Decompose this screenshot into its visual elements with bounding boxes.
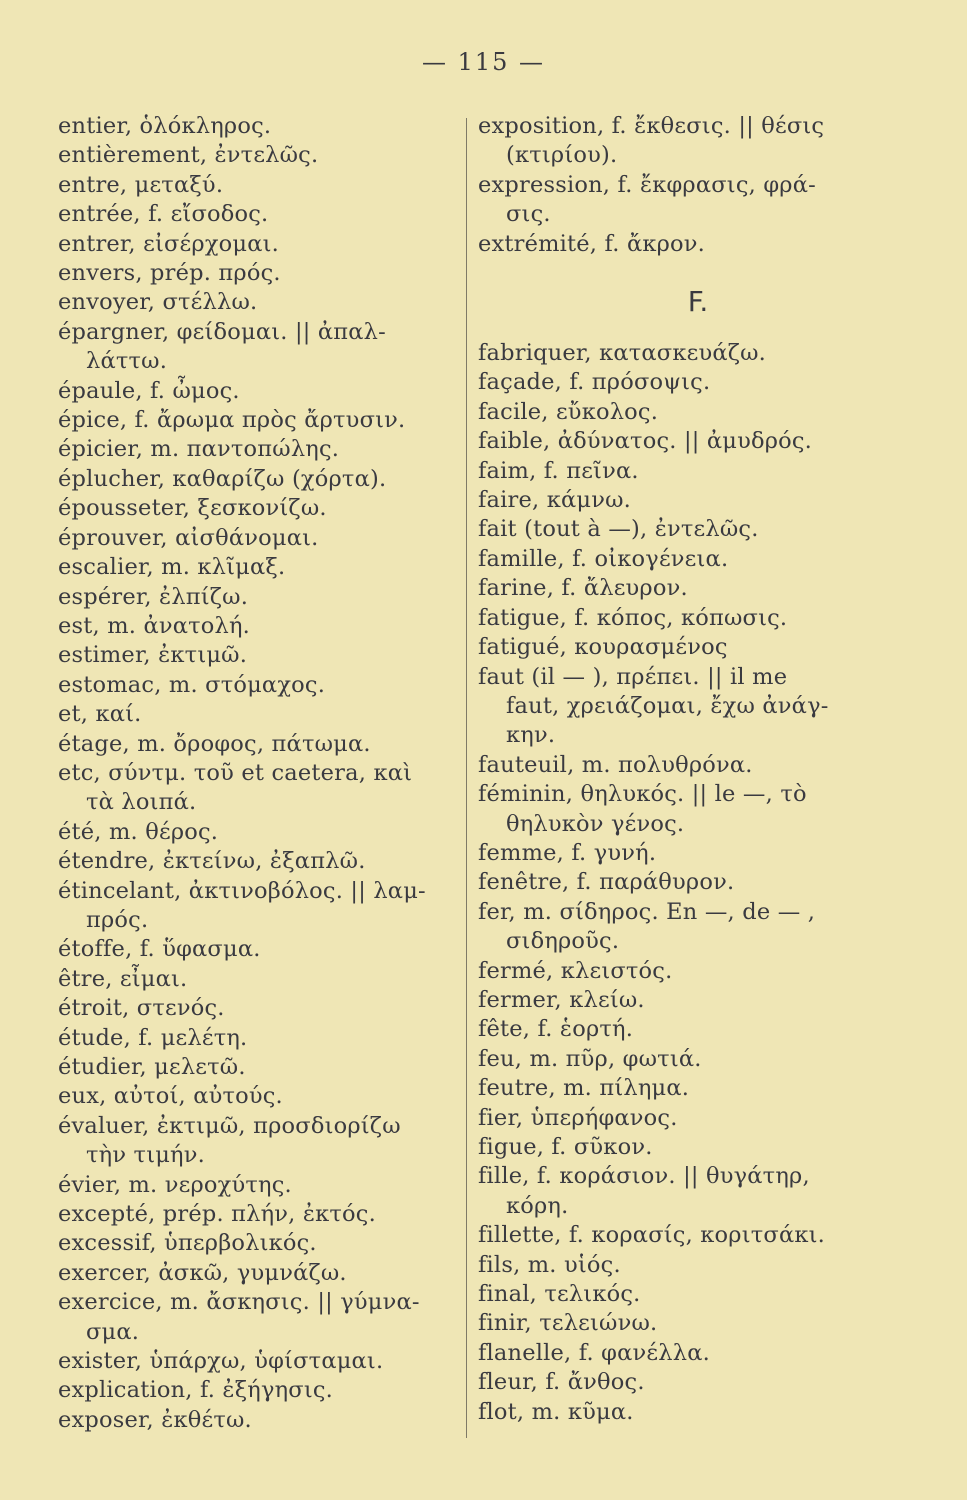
- dictionary-entry: [58, 112, 458, 141]
- dictionary-entry: [478, 486, 918, 515]
- dictionary-entry: [478, 839, 918, 868]
- entry-line: figue, f. σῦκον.: [478, 1134, 653, 1160]
- entry-continuation-line: σις.: [506, 201, 551, 228]
- entry-line: étudier, μελετῶ.: [58, 1054, 246, 1080]
- entry-line: évier, m. νεροχύτης.: [58, 1171, 292, 1198]
- dictionary-entry: [478, 780, 918, 839]
- entry-continuation-line: σμα.: [86, 1318, 140, 1345]
- entry-line: fête, f. ἑορτή.: [478, 1016, 634, 1043]
- entry-line: farine, f. ἄλευρον.: [478, 575, 688, 602]
- entry-line: fer, m. σίδηρος. En —, de — ,: [478, 898, 816, 925]
- dictionary-entry: [478, 398, 918, 427]
- entry-continuation-line: (κτιρίου).: [506, 142, 618, 169]
- dictionary-entry: [58, 524, 458, 553]
- entry-line: éplucher, καθαρίζω (χόρτα).: [58, 465, 387, 492]
- entry-line: famille, f. οἰκογένεια.: [478, 545, 729, 572]
- entry-line: étude, f. μελέτη.: [58, 1024, 248, 1051]
- entry-continuation-line: πρός.: [86, 906, 149, 933]
- dictionary-entry: [58, 200, 458, 229]
- entry-line: fleur, f. ἄνθος.: [478, 1369, 645, 1396]
- dictionary-entry: [478, 368, 918, 397]
- dictionary-entry: [478, 1015, 918, 1044]
- dictionary-entry: [58, 1259, 458, 1288]
- entry-line: fatigue, f. κόπος, κόπωσις.: [478, 604, 788, 631]
- dictionary-entry: [58, 553, 458, 582]
- entry-line: fauteuil, m. πολυθρόνα.: [478, 751, 753, 778]
- dictionary-entry: [478, 1368, 918, 1397]
- dictionary-entry: [58, 965, 458, 994]
- right-column: [478, 112, 918, 1427]
- entry-line: fille, f. κοράσιον. || θυγάτηρ,: [478, 1163, 810, 1190]
- entry-line: flot, m. κῦμα.: [478, 1398, 634, 1425]
- entry-continuation-line: κην.: [506, 722, 556, 749]
- entry-line: fabriquer, κατασκευάζω.: [478, 340, 767, 367]
- dictionary-entry: [58, 1171, 458, 1200]
- entry-line: escalier, m. κλῖμαξ.: [58, 554, 286, 581]
- right-column-top-entries: [478, 112, 918, 259]
- entry-line: envoyer, στέλλω.: [58, 289, 258, 316]
- page-number: — 115 —: [421, 48, 546, 76]
- entry-line: étendre, ἐκτείνω, ἐξαπλῶ.: [58, 848, 366, 875]
- entry-line: explication, f. ἐξήγησις.: [58, 1377, 334, 1404]
- entry-continuation-line: θηλυκὸν γένος.: [506, 810, 685, 837]
- dictionary-entry: [478, 751, 918, 780]
- entry-line: épicier, m. παντοπώλης.: [58, 436, 340, 463]
- entry-line: faible, ἀδύνατος. || ἀμυδρός.: [478, 428, 813, 455]
- entry-line: exercice, m. ἄσκησις. || γύμνα-: [58, 1289, 420, 1316]
- entry-line: entrée, f. εἴσοδος.: [58, 201, 269, 228]
- entry-line: feutre, m. πίλημα.: [478, 1075, 690, 1102]
- dictionary-entry: [58, 730, 458, 759]
- dictionary-entry: [478, 515, 918, 544]
- entry-line: estomac, m. στόμαχος.: [58, 671, 326, 698]
- entry-line: etc, σύντμ. τοῦ et caetera, καὶ: [58, 759, 413, 786]
- entry-line: envers, prép. πρός.: [58, 260, 281, 287]
- dictionary-entry: [58, 406, 458, 435]
- dictionary-entry: [58, 700, 458, 729]
- entry-line: être, εἶμαι.: [58, 965, 188, 992]
- dictionary-entry: [58, 171, 458, 200]
- dictionary-entry: [478, 1133, 918, 1162]
- dictionary-entry: [478, 663, 918, 751]
- entry-line: fillette, f. κορασίς, κοριτσάκι.: [478, 1222, 825, 1249]
- dictionary-entry: [58, 1053, 458, 1082]
- entry-line: éprouver, αἰσθάνομαι.: [58, 524, 319, 551]
- entry-continuation-line: τὴν τιμήν.: [86, 1142, 205, 1169]
- entry-line: femme, f. γυνή.: [478, 839, 657, 866]
- dictionary-entry: [58, 259, 458, 288]
- entry-line: excepté, prép. πλήν, ἐκτός.: [58, 1201, 376, 1228]
- dictionary-entry: [58, 1229, 458, 1258]
- entry-line: façade, f. πρόσοψις.: [478, 369, 711, 396]
- dictionary-entry: [58, 1024, 458, 1053]
- dictionary-entry: [478, 1045, 918, 1074]
- entry-line: épousseter, ξεσκονίζω.: [58, 495, 327, 522]
- entry-continuation-line: σιδηροῦς.: [506, 928, 620, 955]
- entry-line: fenêtre, f. παράθυρον.: [478, 869, 735, 896]
- dictionary-entry: [478, 868, 918, 897]
- entry-line: feu, m. πῦρ, φωτιά.: [478, 1045, 702, 1072]
- dictionary-entry: [478, 545, 918, 574]
- entry-line: faire, κάμνω.: [478, 487, 631, 514]
- dictionary-entry: [478, 1104, 918, 1133]
- dictionary-entry: [58, 818, 458, 847]
- entry-line: faut (il — ), πρέπει. || il me: [478, 663, 788, 690]
- entry-line: fatigué, κουρασμένος: [478, 634, 728, 661]
- entry-line: étroit, στενός.: [58, 995, 225, 1022]
- entry-line: eux, αὐτοί, αὐτούς.: [58, 1083, 283, 1110]
- dictionary-entry: [58, 935, 458, 964]
- entry-line: fait (tout à —), ἐντελῶς.: [478, 516, 759, 543]
- entry-line: expression, f. ἔκφρασις, φρά-: [478, 171, 816, 198]
- entry-line: fermer, κλείω.: [478, 986, 645, 1013]
- entry-line: faim, f. πεῖνα.: [478, 457, 639, 484]
- dictionary-entry: [58, 847, 458, 876]
- entry-line: épice, f. ἄρωμα πρὸς ἄρτυσιν.: [58, 407, 406, 434]
- entry-continuation-line: faut, χρειάζομαι, ἔχω ἀνάγ-: [506, 692, 829, 719]
- entry-line: exposer, ἐκθέτω.: [58, 1406, 252, 1433]
- entry-line: exposition, f. ἔκθεσις. || θέσις: [478, 113, 825, 139]
- dictionary-entry: [478, 112, 918, 171]
- left-column: [58, 112, 458, 1435]
- dictionary-entry: [478, 1339, 918, 1368]
- entry-line: évaluer, ἐκτιμῶ, προσδιορίζω: [58, 1112, 401, 1139]
- dictionary-entry: [58, 288, 458, 317]
- dictionary-entry: [478, 230, 918, 259]
- dictionary-entry: [58, 671, 458, 700]
- entry-line: fier, ὑπερήφανος.: [478, 1104, 678, 1131]
- entry-line: entre, μεταξύ.: [58, 171, 224, 198]
- dictionary-entry: [478, 1398, 918, 1427]
- dictionary-entry: [478, 457, 918, 486]
- dictionary-entry: [478, 633, 918, 662]
- entry-continuation-line: λάττω.: [86, 348, 168, 375]
- entry-continuation-line: κόρη.: [506, 1192, 569, 1219]
- entry-line: entrer, εἰσέρχομαι.: [58, 230, 279, 257]
- dictionary-entry: [58, 377, 458, 406]
- entry-line: étincelant, ἀκτινοβόλος. || λαμ-: [58, 877, 426, 904]
- dictionary-entry: [58, 1288, 458, 1347]
- entry-line: extrémité, f. ἄκρον.: [478, 230, 706, 257]
- entry-line: est, m. ἀνατολή.: [58, 612, 250, 639]
- dictionary-entry: [58, 318, 458, 377]
- dictionary-entry: [478, 1280, 918, 1309]
- entry-line: flanelle, f. φανέλλα.: [478, 1339, 710, 1366]
- dictionary-entry: [478, 986, 918, 1015]
- dictionary-entry: [478, 1251, 918, 1280]
- entry-line: finir, τελειώνω.: [478, 1310, 658, 1337]
- dictionary-entry: [58, 1112, 458, 1171]
- column-divider: [466, 118, 467, 1438]
- entry-line: final, τελικός.: [478, 1281, 641, 1308]
- dictionary-entry: [478, 1221, 918, 1250]
- section-letter: F.: [687, 285, 709, 319]
- dictionary-entry: [58, 994, 458, 1023]
- entry-line: épargner, φείδομαι. || ἀπαλ-: [58, 318, 386, 345]
- entry-line: épaule, f. ὦμος.: [58, 377, 240, 404]
- entry-line: exister, ὑπάρχω, ὑφίσταμαι.: [58, 1348, 384, 1375]
- entry-line: facile, εὔκολος.: [478, 398, 659, 425]
- dictionary-entry: [58, 435, 458, 464]
- entry-line: entier, ὁλόκληρος.: [58, 113, 272, 139]
- entry-continuation-line: τὰ λοιπά.: [86, 789, 197, 816]
- dictionary-entry: [58, 494, 458, 523]
- entry-line: exercer, ἀσκῶ, γυμνάζω.: [58, 1259, 347, 1286]
- dictionary-entry: [478, 1309, 918, 1338]
- dictionary-entry: [478, 604, 918, 633]
- dictionary-entry: [58, 141, 458, 170]
- entry-line: excessif, ὑπερβολικός.: [58, 1230, 317, 1257]
- dictionary-entry: [58, 1200, 458, 1229]
- dictionary-entry: [478, 1074, 918, 1103]
- entry-line: espérer, ἐλπίζω.: [58, 583, 249, 610]
- right-column-bottom-entries: [478, 339, 918, 1427]
- dictionary-entry: [478, 898, 918, 957]
- dictionary-entry: [58, 583, 458, 612]
- dictionary-entry: [58, 877, 458, 936]
- dictionary-entry: [478, 171, 918, 230]
- dictionary-entry: [58, 612, 458, 641]
- entry-line: féminin, θηλυκός. || le —, τὸ: [478, 781, 807, 808]
- entry-line: été, m. θέρος.: [58, 818, 219, 845]
- dictionary-entry: [58, 1347, 458, 1376]
- entry-line: estimer, ἐκτιμῶ.: [58, 642, 248, 669]
- dictionary-entry: [478, 339, 918, 368]
- entry-line: étage, m. ὄροφος, πάτωμα.: [58, 730, 371, 757]
- dictionary-entry: [58, 641, 458, 670]
- dictionary-entry: [58, 1406, 458, 1435]
- dictionary-entry: [58, 1376, 458, 1405]
- dictionary-entry: [58, 1082, 458, 1111]
- entry-line: étoffe, f. ὕφασμα.: [58, 936, 261, 963]
- dictionary-entry: [478, 574, 918, 603]
- entry-line: entièrement, ἐντελῶς.: [58, 142, 319, 169]
- dictionary-entry: [478, 957, 918, 986]
- entry-line: et, καί.: [58, 701, 142, 728]
- dictionary-entry: [58, 759, 458, 818]
- dictionary-entry: [58, 230, 458, 259]
- dictionary-entry: [478, 427, 918, 456]
- dictionary-entry: [58, 465, 458, 494]
- entry-line: fermé, κλειστός.: [478, 957, 673, 984]
- entry-line: fils, m. υἱός.: [478, 1251, 621, 1278]
- dictionary-entry: [478, 1162, 918, 1221]
